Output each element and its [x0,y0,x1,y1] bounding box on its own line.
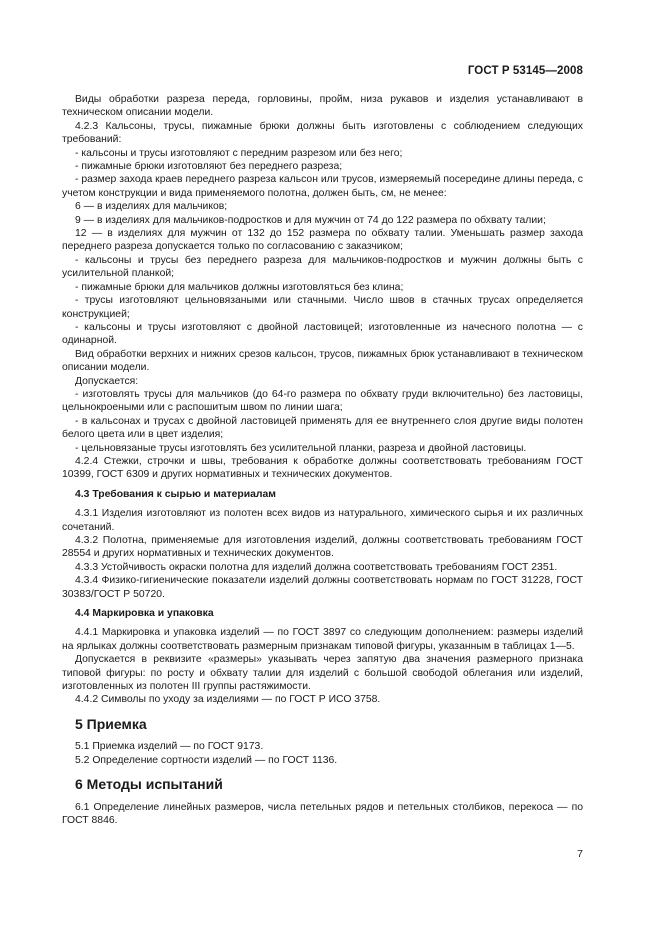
list-item: 9 — в изделиях для мальчиков-подростков и для мужчин от 74 до 122 размера по обхвату талии; [75,214,546,226]
paragraph: 5.2 Определение сортности изделий — по ГОСТ 1136. [75,754,338,766]
paragraph: 4.3.2 Полотна, применяемые для изготовления изделий, должны соответствовать требованиям ГОСТ 28554 и других нормативных и технических документов. [62,535,583,560]
paragraph: 6.1 Определение линейных размеров, числа петельных рядов и петельных столбиков, перекоса — по ГОСТ 8846. [62,801,583,826]
list-item: - пижамные брюки для мальчиков должны изготовляться без клина; [75,281,404,293]
page-number: 7 [577,848,583,860]
paragraph: Допускается в реквизите «размеры» указывать через запятую два значения размерного признака типовой фигуры: по росту и обхвату талии для изделий с большой свободой облегания или изделий, изготовленных из полотен III группы растяжимости. [62,654,583,693]
subsection-heading: 4.4 Маркировка и упаковка [75,608,214,620]
list-item: 12 — в изделиях для мужчин от 132 до 152 размера по обхвату талии. Уменьшать размер захода переднего разреза допускается только по согласованию с заказчиком; [62,228,583,253]
subsection-heading: 4.3 Требования к сырью и материалам [75,488,276,500]
section-heading: 6 Методы испытаний [75,776,223,793]
paragraph: Вид обработки верхних и нижних срезов кальсон, трусов, пижамных брюк устанавливают в техническом описании модели. [62,348,583,374]
paragraph: 4.4.1 Маркировка и упаковка изделий — по ГОСТ 3897 со следующим дополнением: размеры изделий на ярлыках должны соответствовать размерным признакам типовой фигуры, указанным в таблицах 1—5. [62,627,583,652]
list-item: - кальсоны и трусы без переднего разреза для мальчиков-подростков и мужчин должны быть с усилительной планкой; [62,254,583,280]
paragraph: Допускается: [75,375,139,387]
paragraph: 4.2.3 Кальсоны, трусы, пижамные брюки должны быть изготовлены с соблюдением следующих требований: [62,120,583,146]
list-item: 6 — в изделиях для мальчиков; [75,201,228,213]
paragraph: 4.3.4 Физико-гигиенические показатели изделий должны соответствовать нормам по ГОСТ 31228, ГОСТ 30383/ГОСТ Р 50720. [62,575,583,600]
list-item: - цельновязаные трусы изготовлять без усилительной планки, разреза и двойной ластовицы. [75,442,527,454]
list-item: - изготовлять трусы для мальчиков (до 64-го размера по обхвату груди включительно) без ластовицы, цельнокроеными или с распошитым швом по линии шага; [62,388,583,414]
document-header: ГОСТ Р 53145—2008 [467,65,583,77]
paragraph: 4.4.2 Символы по уходу за изделиями — по ГОСТ Р ИСО 3758. [75,694,381,706]
list-item: - трусы изготовляют цельновязаными или стачными. Число швов в стачных трусах определяется конструкцией; [62,295,583,320]
paragraph: Виды обработки разреза переда, горловины, пройм, низа рукавов и изделия устанавливают в техническом описании модели. [62,94,583,119]
paragraph: 4.2.4 Стежки, строчки и швы, требования к обработке должны соответствовать требованиям ГОСТ 10399, ГОСТ 6309 и других нормативных и технических документов. [62,455,583,481]
list-item: - размер захода краев переднего разреза кальсон или трусов, измеряемый посередине длины переда, с учетом конструкции и вида применяемого полотна, должен быть, см, не менее: [62,174,583,199]
paragraph: 4.3.3 Устойчивость окраски полотна для изделий должна соответствовать требованиям ГОСТ 2351. [75,561,558,573]
section-heading: 5 Приемка [75,715,147,732]
list-item: - пижамные брюки изготовляют без переднего разреза; [75,161,343,173]
paragraph: 5.1 Приемка изделий — по ГОСТ 9173. [75,741,264,753]
paragraph: 4.3.1 Изделия изготовляют из полотен всех видов из натурального, химического сырья и их различных сочетаний. [62,508,583,533]
list-item: - кальсоны и трусы изготовляют с двойной ластовицей; изготовленные из начесного полотна — с одинарной. [62,321,583,347]
list-item: - кальсоны и трусы изготовляют с передним разрезом или без него; [75,147,403,159]
list-item: - в кальсонах и трусах с двойной ластовицей применять для ее внутреннего слоя другие виды полотен белого цвета или в цвет изделия; [62,415,583,441]
document-body [62,93,583,827]
